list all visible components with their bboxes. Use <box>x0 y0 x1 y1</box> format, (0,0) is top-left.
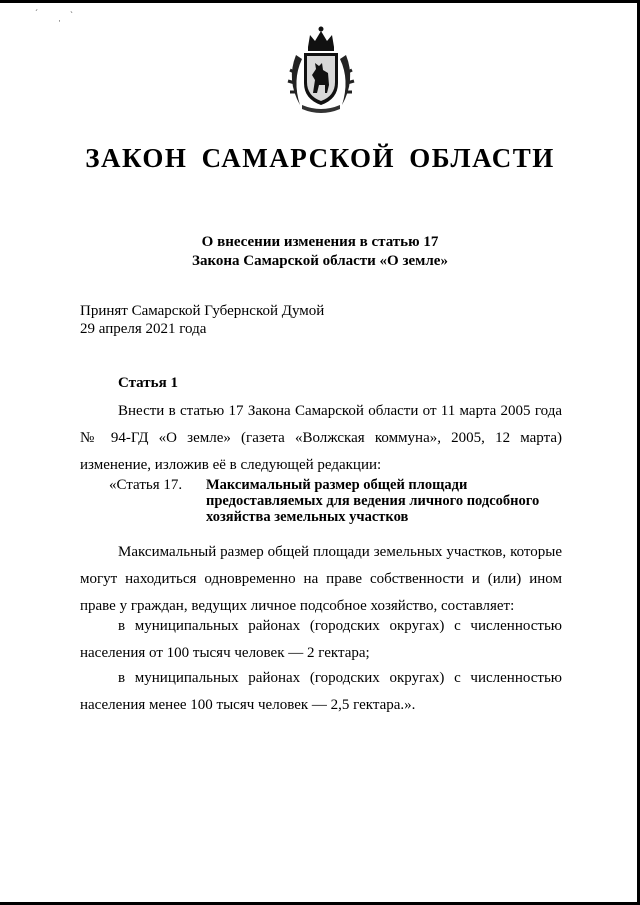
subtitle-line: О внесении изменения в статью 17 <box>201 234 439 250</box>
scan-speck: ˋ <box>70 10 73 20</box>
adoption-body: Принят Самарской Губернской Думой <box>80 303 325 319</box>
article-item-paragraph: в муниципальных районах (городских округах) с численностью населения от 100 тысяч человек — 2 гектара; <box>80 618 562 661</box>
quoted-article-title: Максимальный размер общей площади предоставляемых для ведения личного подсобного хозяйства земельных участков <box>206 477 540 525</box>
adoption-date: 29 апреля 2021 года <box>80 321 207 337</box>
quoted-article-label: «Статья 17. <box>109 477 183 493</box>
law-subtitle <box>0 233 640 271</box>
article-heading: Статья 1 <box>118 375 178 391</box>
scan-speck: ˊ <box>35 8 38 18</box>
article-body-paragraph: Максимальный размер общей площади земельных участков, которые могут находиться одновременно на праве собственности и (или) ином праве у граждан, ведущих личное подсобное хозяйство, составляет: <box>80 544 562 614</box>
scan-speck: · <box>58 16 61 26</box>
law-title: ЗАКОН САМАРСКОЙ ОБЛАСТИ <box>85 143 555 173</box>
samara-oblast-coat-of-arms-icon <box>282 25 360 113</box>
subtitle-line: Закона Самарской области «О земле» <box>192 253 448 269</box>
article-intro-paragraph: Внести в статью 17 Закона Самарской области от 11 марта 2005 года № 94-ГД «О земле» (газета «Волжская коммуна», 2005, 12 марта) изменение, изложив её в следующей редакции: <box>80 403 562 473</box>
adoption-info <box>80 302 324 338</box>
scan-border-top <box>0 0 640 3</box>
article-item-paragraph: в муниципальных районах (городских округах) с численностью населения менее 100 тысяч человек — 2,5 гектара.». <box>80 670 562 713</box>
